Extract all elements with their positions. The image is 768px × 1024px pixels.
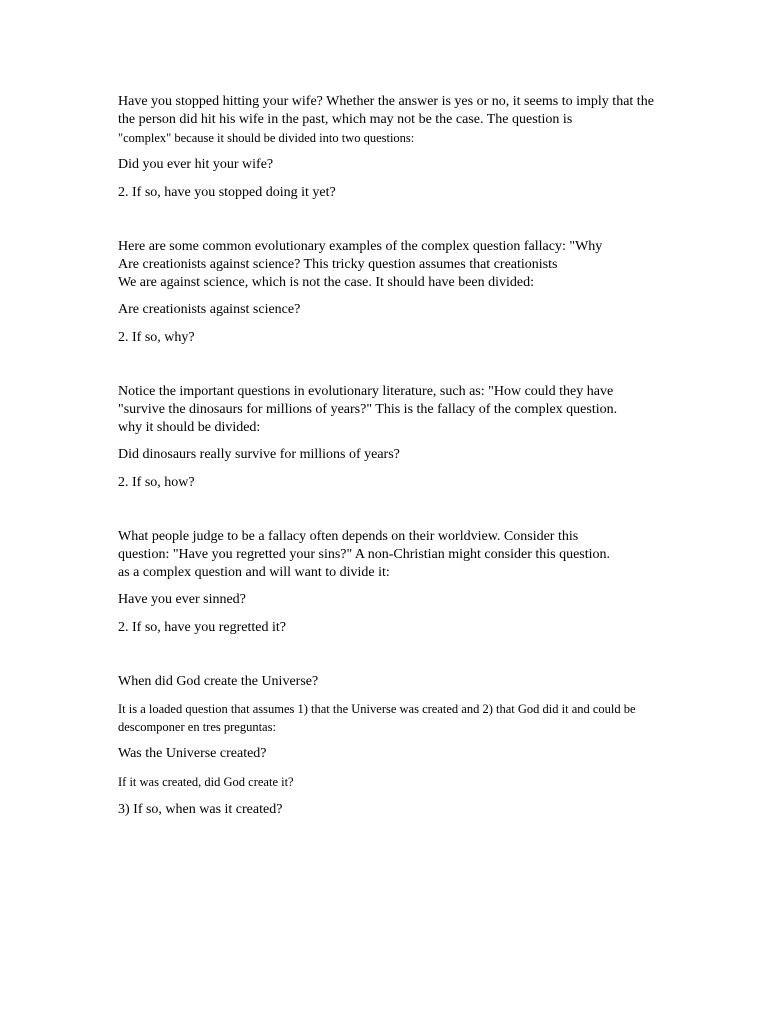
paragraph-line: why it should be divided: bbox=[118, 420, 261, 435]
paragraph-line: "survive the dinosaurs for millions of years?" This is the fallacy of the complex question. bbox=[118, 402, 618, 417]
paragraph-line: "complex" because it should be divided into two questions: bbox=[118, 131, 415, 145]
paragraph-line: Have you stopped hitting your wife? Whether the answer is yes or no, it seems to imply that the bbox=[118, 94, 654, 109]
paragraph-line: question: "Have you regretted your sins?" A non-Christian might consider this question. bbox=[118, 547, 611, 562]
question-line: Have you ever sinned? bbox=[118, 592, 246, 607]
section-heading: When did God create the Universe? bbox=[118, 674, 319, 689]
question-line: Did you ever hit your wife? bbox=[118, 157, 274, 172]
paragraph-line: the person did hit his wife in the past, which may not be the case. The question is bbox=[118, 112, 573, 127]
paragraph-line: It is a loaded question that assumes 1) that the Universe was created and 2) that God did it and could be bbox=[118, 702, 636, 716]
paragraph-line: descomponer en tres preguntas: bbox=[118, 720, 276, 734]
paragraph-line: Here are some common evolutionary examples of the complex question fallacy: "Why bbox=[118, 239, 603, 254]
paragraph-line: We are against science, which is not the case. It should have been divided: bbox=[118, 275, 535, 290]
question-line: Are creationists against science? bbox=[118, 302, 301, 317]
question-line: 2. If so, have you stopped doing it yet? bbox=[118, 185, 336, 200]
question-line: 2. If so, have you regretted it? bbox=[118, 620, 286, 635]
paragraph-line: as a complex question and will want to divide it: bbox=[118, 565, 390, 580]
question-line: 2. If so, how? bbox=[118, 475, 195, 490]
paragraph-line: Notice the important questions in evolutionary literature, such as: "How could they have bbox=[118, 384, 614, 399]
paragraph-line: Are creationists against science? This tricky question assumes that creationists bbox=[118, 257, 558, 272]
question-line: 2. If so, why? bbox=[118, 330, 195, 345]
question-line: Was the Universe created? bbox=[118, 746, 267, 761]
question-line: Did dinosaurs really survive for millions of years? bbox=[118, 447, 400, 462]
question-line: 3) If so, when was it created? bbox=[118, 802, 283, 817]
paragraph-line: What people judge to be a fallacy often depends on their worldview. Consider this bbox=[118, 529, 579, 544]
question-line: If it was created, did God create it? bbox=[118, 775, 294, 789]
